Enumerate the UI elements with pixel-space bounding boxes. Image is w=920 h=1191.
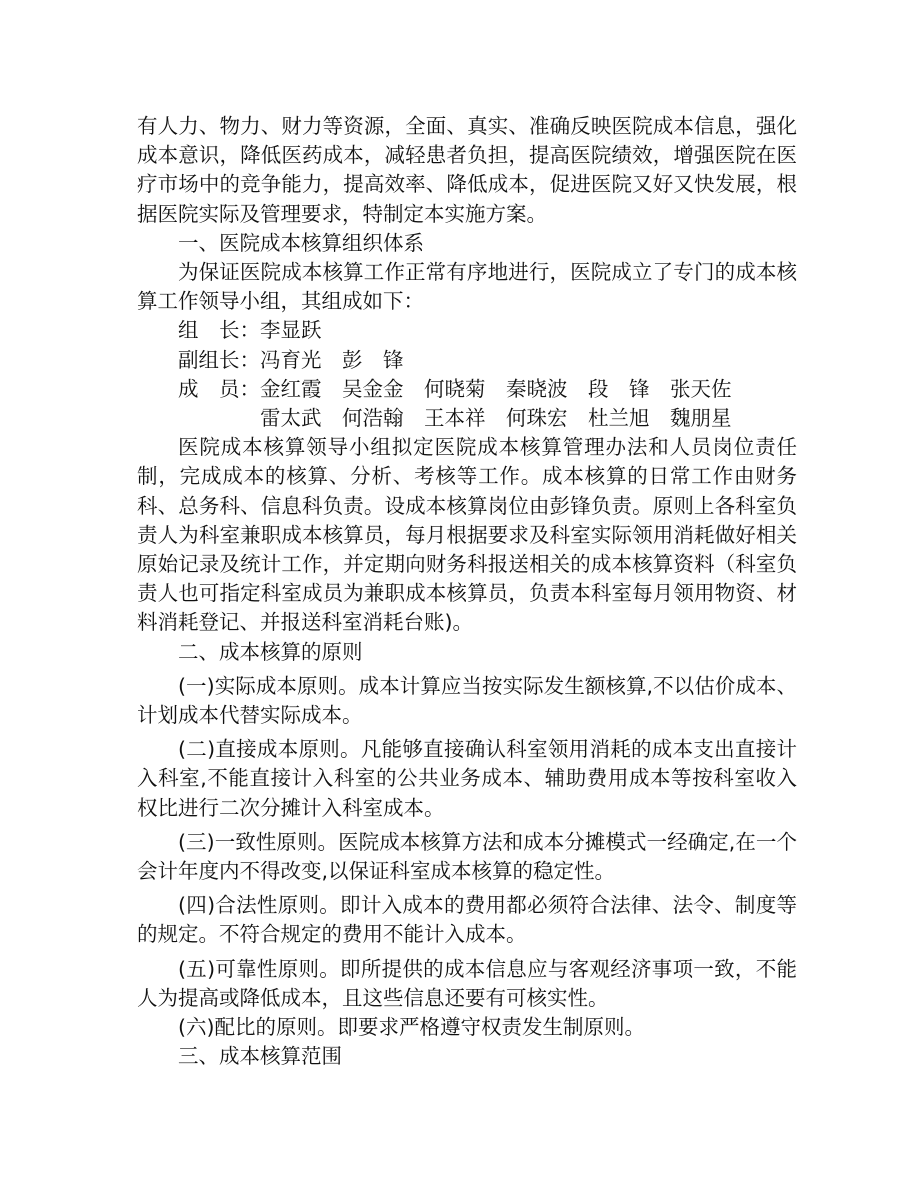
principle-item: (四)合法性原则。即计入成本的费用都必须符合法律、法令、制度等的规定。不符合规定的费用不能计入成本。 (137, 893, 797, 947)
roster-members-label: 成 员： (178, 376, 260, 401)
principle-item: (二)直接成本原则。凡能够直接确认科室领用消耗的成本支出直接计入科室,不能直接计入科室的公共业务成本、辅助费用成本等按科室收入权比进行二次分摊计入科室成本。 (137, 737, 797, 820)
section-heading-scope: 三、成本核算范围 (178, 1044, 342, 1069)
roster-leader-names: 李显跃 (260, 318, 322, 343)
principle-item: (五)可靠性原则。即所提供的成本信息应与客观经济事项一致，不能人为提高或降低成本，且这些信息还要有可核实性。 (137, 956, 797, 1010)
roster-spacer (178, 404, 260, 433)
roster-members-line-1: 金红霞 吴金金 何晓菊 秦晓波 段 锋 张天佐 (260, 376, 732, 401)
principle-item: (六)配比的原则。即要求严格遵守权责发生制原则。 (178, 1015, 645, 1040)
roster-deputy-label: 副组长： (178, 347, 260, 372)
section-heading-principles: 二、成本核算的原则 (178, 639, 363, 664)
document-body (137, 112, 797, 1072)
principle-item: (三)一致性原则。医院成本核算方法和成本分摊模式一经确定,在一个会计年度内不得改变,以保证科室成本核算的稳定性。 (137, 829, 797, 884)
roster-leader-label: 组 长： (178, 318, 260, 343)
organization-paragraph: 为保证医院成本核算工作正常有序地进行，医院成立了专门的成本核算工作领导小组，其组成如下： (137, 260, 797, 314)
duty-paragraph: 医院成本核算领导小组拟定医院成本核算管理办法和人员岗位责任制，完成成本的核算、分析、考核等工作。成本核算的日常工作由财务科、总务科、信息科负责。设成本核算岗位由彭锋负责。原则上各科室负责人为科室兼职成本核算员，每月根据要求及科室实际领用消耗做好相关原始记录及统计工作，并定期向财务科报送相关的成本核算资料（科室负责人也可指定科室成员为兼职成本核算员，负责本科室每月领用物资、材料消耗登记、并报送科室消耗台账)。 (137, 435, 797, 635)
principle-item: (一)实际成本原则。成本计算应当按实际发生额核算,不以估价成本、计划成本代替实际成本。 (137, 673, 797, 728)
team-roster (178, 316, 797, 433)
intro-paragraph: 有人力、物力、财力等资源，全面、真实、准确反映医院成本信息，强化成本意识，降低医药成本，减轻患者负担，提高医院绩效，增强医院在医疗市场中的竞争能力，提高效率、降低成本，促进医院又好又快发展，根据医院实际及管理要求，特制定本实施方案。 (137, 114, 797, 226)
roster-members-line-2: 雷太武 何浩翰 王本祥 何珠宏 杜兰旭 魏朋星 (260, 406, 732, 431)
section-heading-organization: 一、医院成本核算组织体系 (178, 230, 424, 255)
roster-deputy-names: 冯育光 彭 锋 (260, 347, 404, 372)
